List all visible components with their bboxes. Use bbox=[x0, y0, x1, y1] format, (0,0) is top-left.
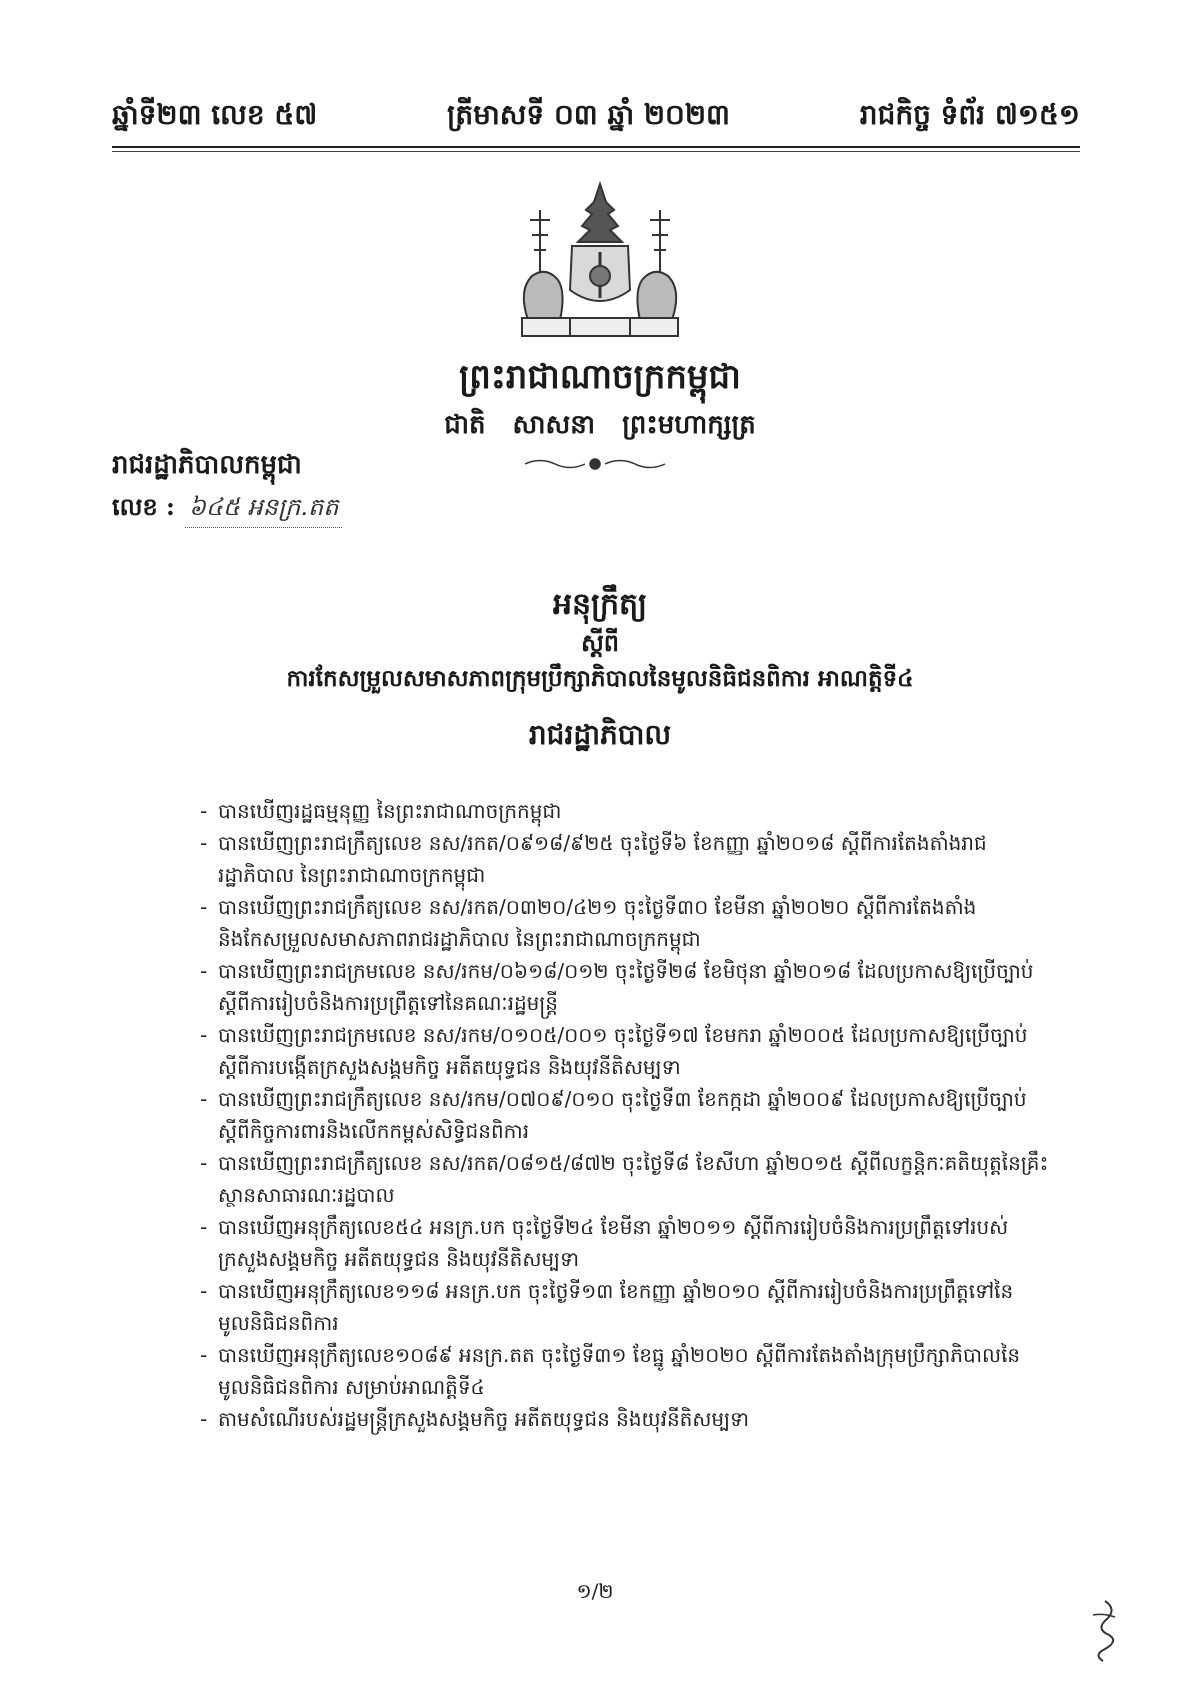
clause-item: - បានឃើញអនុក្រឹត្យលេខ៥៤ អនក្រ.បក ចុះថ្ងៃទី២៤ ខែមីនា ឆ្នាំ២០១១ ស្តីពីការរៀបចំនិងការប្រព្រឹត្តទៅរបស់ក្រសួងសង្គមកិច្ច អតីតយុទ្ធជន និងយុវនីតិសម្បទា bbox=[200, 1211, 1050, 1275]
header-rule-thin bbox=[112, 151, 1080, 152]
document-issuing-body: រាជរដ្ឋាភិបាល bbox=[528, 718, 672, 751]
royal-coat-of-arms-icon bbox=[510, 180, 690, 340]
clause-item: - បានឃើញព្រះរាជក្រឹត្យលេខ នស/រកត/០៣២០/៤២១ ចុះថ្ងៃទី៣០ ខែមីនា ឆ្នាំ២០២០ ស្តីពីការតែងតាំង និងកែសម្រួលសមាសភាពរាជរដ្ឋាភិបាល នៃព្រះរាជាណាចក្រកម្ពុជា bbox=[200, 891, 1050, 955]
page-number: ១/២ bbox=[576, 1579, 614, 1603]
header-year-issue: ឆ្នាំទី២៣ លេខ ៥៧ bbox=[112, 98, 318, 131]
ornament-divider-icon bbox=[520, 455, 670, 473]
issuing-government: រាជរដ្ឋាភិបាលកម្ពុជា bbox=[112, 450, 302, 480]
reference-number bbox=[112, 492, 342, 528]
gazette-header bbox=[112, 92, 1080, 138]
document-about: ស្តីពី bbox=[580, 628, 620, 657]
clause-item: - បានឃើញព្រះរាជក្រឹត្យលេខ នស/រកម/០៧០៩/០១០ ចុះថ្ងៃទី៣ ខែកក្កដា ឆ្នាំ២០០៩ ដែលប្រកាសឱ្យប្រើច្បាប់ស្តីពីកិច្ចការពារនិងលើកកម្ពស់សិទ្ធិជនពិការ bbox=[200, 1083, 1050, 1147]
document-type: អនុក្រឹត្យ bbox=[552, 587, 648, 622]
header-rule-thick bbox=[112, 146, 1080, 148]
clause-item: - បានឃើញរដ្ឋធម្មនុញ្ញ នៃព្រះរាជាណាចក្រកម្ពុជា bbox=[200, 795, 1050, 827]
clause-item: - បានឃើញអនុក្រឹត្យលេខ១០៨៩ អនក្រ.តត ចុះថ្ងៃទី៣១ ខែធ្នូ ឆ្នាំ២០២០ ស្តីពីការតែងតាំងក្រុមប្រឹក្សាភិបាលនៃមូលនិធិជនពិការ សម្រាប់អាណត្តិទី៤ bbox=[200, 1339, 1050, 1403]
header-gazette-page: រាជកិច្ច ទំព័រ ៧១៥១ bbox=[859, 98, 1080, 131]
document-subject: ការកែសម្រួលសមាសភាពក្រុមប្រឹក្សាភិបាលនៃមូលនិធិជនពិការ អាណត្តិទី៤ bbox=[286, 665, 914, 692]
national-motto: ជាតិ សាសនា ព្រះមហាក្សត្រ bbox=[444, 410, 756, 440]
clause-item: - បានឃើញអនុក្រឹត្យលេខ១១៨ អនក្រ.បក ចុះថ្ងៃទី១៣ ខែកញ្ញា ឆ្នាំ២០១០ ស្តីពីការរៀបចំនិងការប្រព្រឹត្តទៅនៃមូលនិធិជនពិការ bbox=[200, 1275, 1050, 1339]
clause-item: - បានឃើញព្រះរាជក្រឹត្យលេខ នស/រកត/០៨១៥/៨៧២ ចុះថ្ងៃទី៨ ខែសីហា ឆ្នាំ២០១៥ ស្តីពីលក្ខន្តិកៈគតិយុត្តនៃគ្រឹះស្ថានសាធារណៈរដ្ឋបាល bbox=[200, 1147, 1050, 1211]
kingdom-name: ព្រះរាជាណាចក្រកម្ពុជា bbox=[459, 357, 741, 397]
clause-item: - បានឃើញព្រះរាជក្រឹត្យលេខ នស/រកត/០៩១៨/៩២៥ ចុះថ្ងៃទី៦ ខែកញ្ញា ឆ្នាំ២០១៨ ស្តីពីការតែងតាំងរាជរដ្ឋាភិបាល នៃព្រះរាជាណាចក្រកម្ពុជា bbox=[200, 827, 1050, 891]
preamble-clauses bbox=[200, 795, 1050, 1435]
clause-item: - បានឃើញព្រះរាជក្រមលេខ នស/រកម/០៦១៨/០១២ ចុះថ្ងៃទី២៨ ខែមិថុនា ឆ្នាំ២០១៨ ដែលប្រកាសឱ្យប្រើច្បាប់ស្តីពីការរៀបចំនិងការប្រព្រឹត្តទៅនៃគណៈរដ្ឋមន្ត្រី bbox=[200, 955, 1050, 1019]
clause-item: - តាមសំណើរបស់រដ្ឋមន្ត្រីក្រសួងសង្គមកិច្ច អតីតយុទ្ធជន និងយុវនីតិសម្បទា bbox=[200, 1403, 1050, 1435]
reference-value: ៦៤៥ អនក្រ.តត bbox=[185, 492, 343, 528]
clause-item: - បានឃើញព្រះរាជក្រមលេខ នស/រកម/០១០៥/០០១ ចុះថ្ងៃទី១៧ ខែមករា ឆ្នាំ២០០៥ ដែលប្រកាសឱ្យប្រើច្បាប់ស្តីពីការបង្កើតក្រសួងសង្គមកិច្ច អតីតយុទ្ធជន និងយុវនីតិសម្បទា bbox=[200, 1019, 1050, 1083]
handwritten-initials-icon bbox=[1085, 1595, 1125, 1665]
header-quarter-year: ត្រីមាសទី ០៣ ឆ្នាំ ២០២៣ bbox=[446, 98, 730, 131]
reference-label: លេខ : bbox=[112, 492, 175, 521]
